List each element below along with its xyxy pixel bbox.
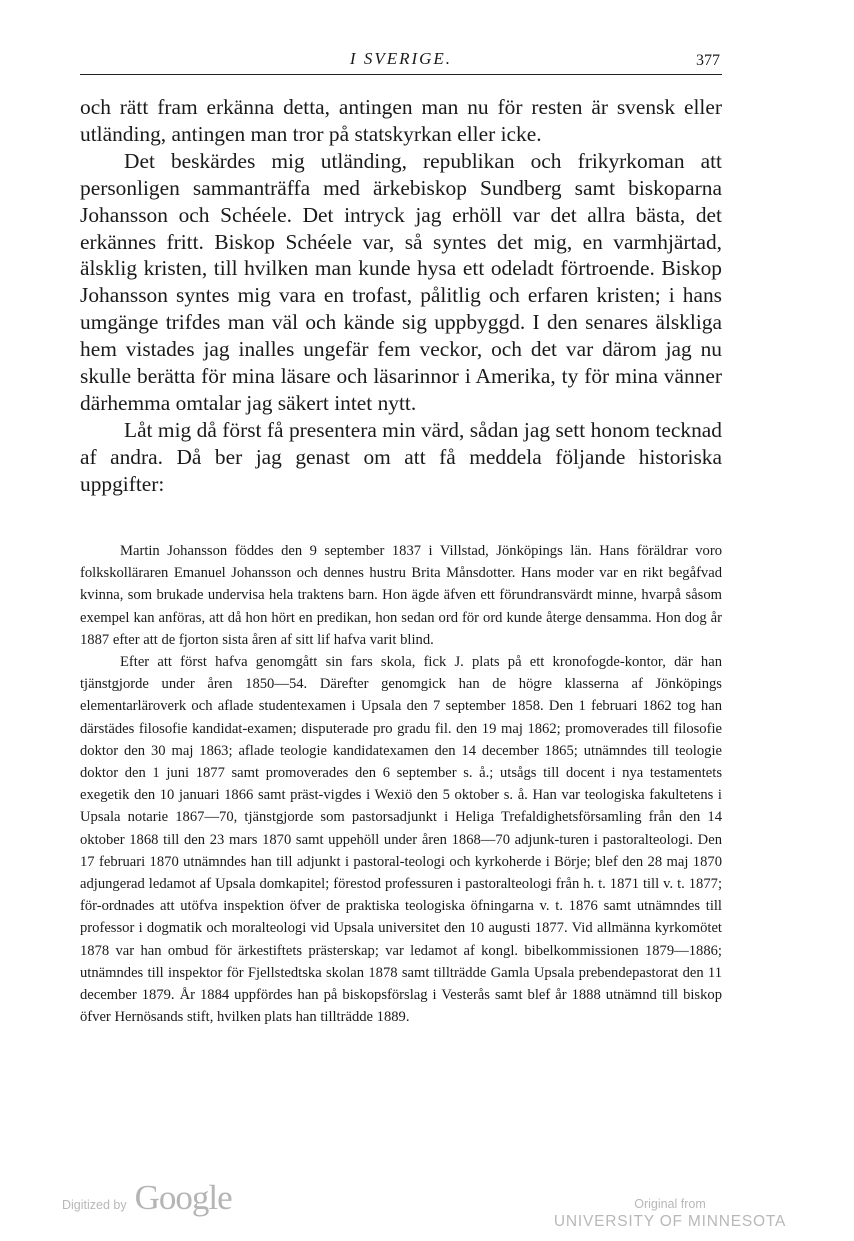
page-header [80,46,722,75]
biography-quote [80,540,722,1028]
body-paragraph: Låt mig då först få presentera min värd, sådan jag sett honom tecknad af andra. Då ber jag genast om att få meddela följande historiska uppgifter: [80,417,722,496]
source-watermark [540,1196,800,1232]
university-label: UNIVERSITY OF MINNESOTA [553,1213,787,1230]
main-text [80,94,722,498]
running-title: I SVERIGE. [349,49,453,68]
digitized-by-watermark [62,1178,232,1218]
digitized-by-label: Digitized by [62,1198,127,1212]
original-from-label: Original from [634,1197,706,1211]
body-paragraph: och rätt fram erkänna detta, antingen man nu för resten är svensk eller utländing, antingen man tror på statskyrkan eller icke. [80,95,722,146]
quote-paragraph: Efter att först hafva genomgått sin fars skola, fick J. plats på ett kronofogde-kontor, där han tjänstgjorde under åren 1850—54. Därefter genomgick han de högre klasserna af Jönköpings elementarläroverk och aflade studentexamen i Upsala den 7 september 1858. Den 1 februari 1862 tog han därstädes filosofie kandidat-examen; disputerade pro gradu fil. den 19 maj 1862; promoverades till filosofie doktor den 30 maj 1863; aflade teologie kandidatexamen den 14 december 1865; utnämndes till teologie doktor den 1 juni 1877 samt promoverades den 6 september s. å.; utsågs till docent i nya testamentets exegetik den 10 januari 1866 samt präst-vigdes i Wexiö den 5 oktober s. å. Han var teologiska fakultetens i Upsala notarie 1867—70, tjänstgjorde som pastorsadjunkt i Heliga Trefaldighetsförsamling från den 14 oktober 1868 till den 23 mars 1870 samt uppehöll under åren 1868—70 adjunk-turen i pastoralteologi. Den 17 februari 1870 utnämndes han till adjunkt i pastoral-teologi och kyrkoherde i Börje; blef den 28 maj 1870 adjungerad ledamot af Upsala domkapitel; förestod professuren i pastoralteologi från h. t. 1871 till v. t. 1877; för-ordnades att utöfva inspektion öfver de praktiska teologiska öfningarna v. t. 1876 samt utnämndes till professor i dogmatik och moralteologi vid Upsala universitet den 10 augusti 1877. Vid allmänna kyrkomötet 1878 var han ombud för ärkestiftets prästerskap; var ledamot af kongl. bibelkommissionen 1879—1886; utnämndes till inspektor för Fjellstedtska skolan 1878 samt tillträdde Gamla Upsala prebendepastorat den 11 december 1879. År 1884 uppfördes han på biskopsförslag i Vesterås samt blef år 1888 utnämnd till biskop öfver Hernösands stift, hvilken plats han tillträdde 1889. [80,654,722,1026]
google-logo: Google [134,1178,232,1217]
quote-paragraph: Martin Johansson föddes den 9 september 1837 i Villstad, Jönköpings län. Hans föräldrar voro folkskolläraren Emanuel Johansson och dennes hustru Brita Månsdotter. Hans moder var en rikt begåfvad kvinna, som brukade undervisa hela traktens barn. Hon ägde äfven ett förundransvärdt minne, hvarpå såsom exempel kan anföras, att då hon hört en predikan, hon sedan ord för ord kunde återge densamma. Hon dog år 1887 efter att de fjorton sista åren af sitt lif hafva varit blind. [80,543,722,648]
page-number: 377 [696,52,720,69]
body-paragraph: Det beskärdes mig utländing, republikan och frikyrkoman att personligen sammanträffa med ärkebiskop Sundberg samt biskoparna Johansson och Schéele. Det intryck jag erhöll var det allra bästa, det erkännes fritt. Biskop Schéele var, så syntes det mig, en varmhjärtad, älsklig kristen, till hvilken man kunde hysa ett odeladt förtroende. Biskop Johansson syntes mig vara en trofast, pålitlig och erfaren kristen; i hans umgänge trifdes man väl och kände sig uppbyggd. I den senares älskliga hem vistades jag inalles ungefär fem veckor, och det var därom jag nu skulle berätta för mina läsare och läsarinnor i Amerika, ty för mina vänner därhemma omtalar jag säkert intet nytt. [80,148,722,415]
